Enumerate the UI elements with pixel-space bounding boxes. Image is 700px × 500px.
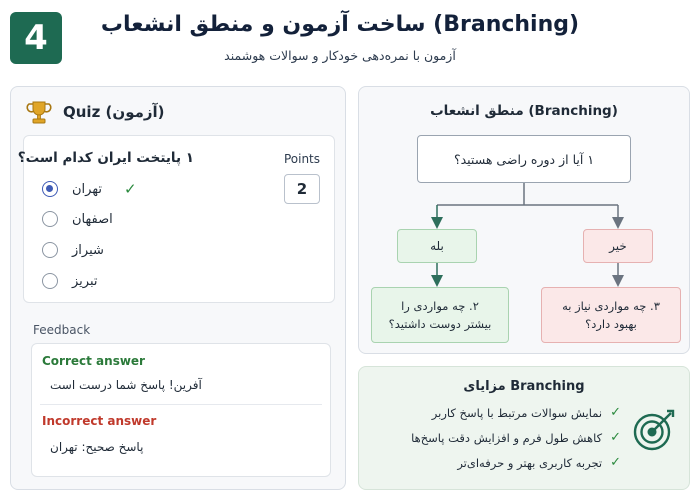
trophy-icon (25, 98, 53, 126)
benefit-text: تجربه کاربری بهتر و حرفه‌ای‌تر (457, 455, 603, 470)
flow-node-question-2 (371, 287, 509, 343)
option-label: اصفهان (72, 211, 113, 227)
flow-node-yes (397, 229, 477, 263)
option-isfahan[interactable] (42, 211, 113, 227)
option-tabriz[interactable] (42, 273, 98, 289)
yes-label: بله (430, 239, 444, 253)
question-3-line-1: ۳. چه مواردی نیاز به (562, 298, 660, 313)
radio-unselected[interactable] (42, 242, 58, 258)
points-input[interactable] (284, 174, 320, 204)
radio-unselected[interactable] (42, 273, 58, 289)
no-label: خیر (609, 239, 627, 253)
page-subtitle: آزمون با نمره‌دهی خودکار و سوالات هوشمند (224, 48, 456, 63)
correct-answer-title: Correct answer (42, 354, 145, 368)
quiz-title: Quiz (آزمون) (63, 103, 165, 121)
question-2-line-2: بیشتر دوست داشتید؟ (388, 317, 492, 331)
quiz-header (25, 97, 331, 127)
option-tehran[interactable] (42, 180, 137, 198)
step-number-badge: 4 (10, 12, 62, 64)
benefit-item (432, 405, 621, 420)
page-title: ساخت آزمون و منطق انشعاب (Branching) (100, 12, 580, 37)
check-icon: ✓ (610, 405, 621, 420)
correct-check-icon: ✓ (123, 180, 137, 198)
question-2-line-1: ۲. چه مواردی را (401, 298, 479, 313)
flow-node-question-1 (417, 135, 631, 183)
radio-selected[interactable] (42, 181, 58, 197)
benefit-text: کاهش طول فرم و افزایش دقت پاسخ‌ها (411, 430, 603, 445)
option-label: تبریز (72, 273, 98, 289)
option-shiraz[interactable] (42, 242, 104, 258)
question-3-line-2: بهبود دارد؟ (585, 317, 637, 331)
target-icon (631, 407, 677, 453)
benefit-text: نمایش سوالات مرتبط با پاسخ کاربر (431, 405, 603, 420)
incorrect-answer-title: Incorrect answer (42, 414, 157, 428)
question-text[interactable]: ۱ پایتخت ایران کدام است؟ (17, 150, 194, 166)
points-label: Points (283, 152, 320, 166)
question-1-text: ۱ آیا از دوره راضی هستید؟ (453, 151, 595, 167)
check-icon: ✓ (610, 430, 621, 445)
feedback-label: Feedback (33, 323, 91, 337)
benefit-item (411, 430, 621, 445)
incorrect-answer-message[interactable]: پاسخ صحیح: تهران (50, 440, 144, 454)
question-card (17, 135, 335, 303)
benefit-item (457, 455, 621, 470)
branching-panel (358, 86, 690, 354)
flow-node-question-3 (541, 287, 681, 343)
branching-title: منطق انشعاب (Branching) (430, 103, 618, 119)
flow-node-no (583, 229, 653, 263)
feedback-card (31, 343, 331, 477)
quiz-panel (10, 86, 346, 490)
option-label: شیراز (72, 242, 104, 258)
benefits-panel (358, 366, 690, 490)
benefits-title: مزایای Branching (463, 379, 585, 394)
option-label: تهران (72, 181, 102, 197)
check-icon: ✓ (610, 455, 621, 470)
radio-unselected[interactable] (42, 211, 58, 227)
correct-answer-message[interactable]: آفرین! پاسخ شما درست است (50, 378, 202, 392)
feedback-divider (40, 404, 322, 405)
